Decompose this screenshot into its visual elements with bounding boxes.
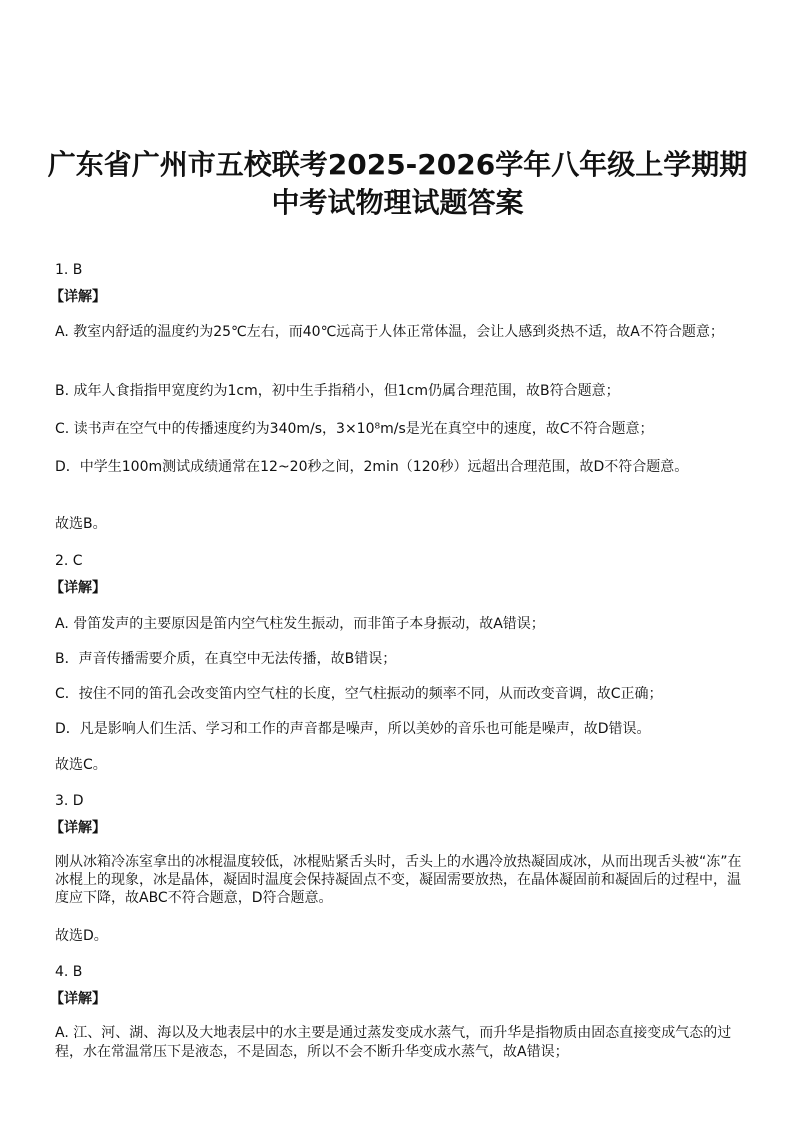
q2-answer: 2. C bbox=[55, 553, 83, 569]
q4-option-a: A. 江、河、湖、海以及大地表层中的水主要是通过蒸发变成水蒸气，而升华是指物质由固态直接变成气态的过程，水在常温常压下是液态，不是固态，所以不会不断升华变成水蒸气，故A错误； bbox=[55, 1025, 732, 1060]
q2-option-d: D．凡是影响人们生活、学习和工作的声音都是噪声，所以美妙的音乐也可能是噪声，故D错误。 bbox=[55, 721, 651, 737]
q1-conclusion: 故选B。 bbox=[55, 516, 107, 532]
q2-option-c: C．按住不同的笛孔会改变笛内空气柱的长度，空气柱振动的频率不同，从而改变音调，故C正确； bbox=[55, 686, 663, 702]
q1-detail-label: 【详解】 bbox=[50, 289, 106, 305]
document-title-line2: 中考试物理试题答案 bbox=[271, 186, 524, 219]
q2-conclusion: 故选C。 bbox=[55, 757, 107, 773]
q1-answer: 1. B bbox=[55, 262, 83, 278]
q1-option-d: D．中学生100m测试成绩通常在12~20秒之间，2min（120秒）远超出合理范围，故D不符合题意。 bbox=[55, 459, 689, 475]
q1-option-a: A. 教室内舒适的温度约为25℃左右，而40℃远高于人体正常体温，会让人感到炎热不适，故A不符合题意； bbox=[55, 324, 724, 340]
document-title-line1: 广东省广州市五校联考2025-2026学年八年级上学期期 bbox=[47, 148, 748, 181]
q2-option-a: A. 骨笛发声的主要原因是笛内空气柱发生振动，而非笛子本身振动，故A错误； bbox=[55, 616, 545, 632]
q2-detail-label: 【详解】 bbox=[50, 580, 106, 596]
q4-detail-label: 【详解】 bbox=[50, 991, 106, 1007]
q4-answer: 4. B bbox=[55, 964, 83, 980]
q1-option-c: C. 读书声在空气中的传播速度约为340m/s，3×10⁸m/s是光在真空中的速度，故C不符合题意； bbox=[55, 421, 654, 437]
q1-option-b: B. 成年人食指指甲宽度约为1cm，初中生手指稍小，但1cm仍属合理范围，故B符合题意； bbox=[55, 383, 620, 399]
q3-conclusion: 故选D。 bbox=[55, 928, 108, 944]
q2-option-b: B．声音传播需要介质，在真空中无法传播，故B错误； bbox=[55, 651, 397, 667]
q3-explanation: 刚从冰箱冷冻室拿出的冰棍温度较低，冰棍贴紧舌头时，舌头上的水遇冷放热凝固成冰，从而出现舌头被“冻”在冰棍上的现象，冰是晶体，凝固时温度会保持凝固点不变，凝固需要放热，在晶体凝固前和凝固后的过程中，温度应下降，故ABC不符合题意，D符合题意。 bbox=[55, 854, 742, 906]
q3-detail-label: 【详解】 bbox=[50, 820, 106, 836]
q3-answer: 3. D bbox=[55, 793, 84, 809]
